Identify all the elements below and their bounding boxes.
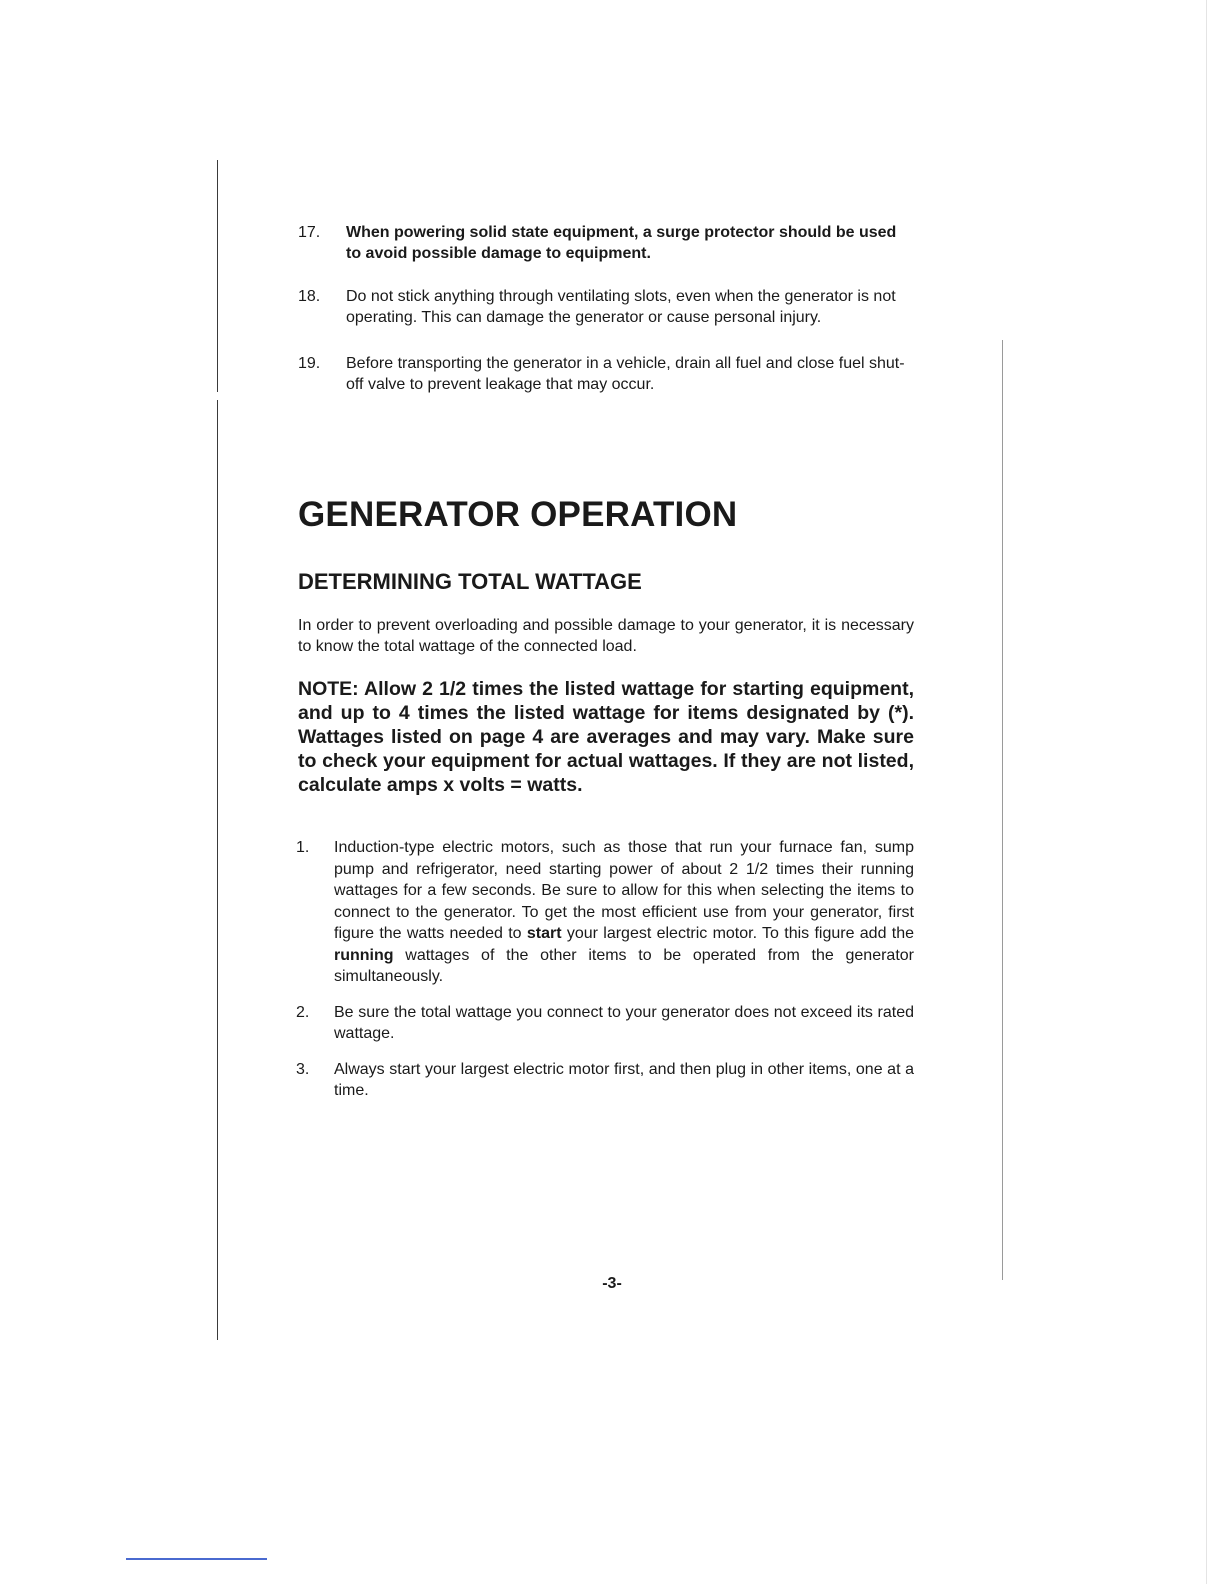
intro-paragraph: In order to prevent overloading and possible damage to your generator, it is necessary to know the total wattage of the connected load. [298,617,914,655]
binding-line-lower [217,400,218,1340]
scan-mark-bar [126,1558,267,1560]
step-number: 3. [296,1060,310,1078]
step-text: Be sure the total wattage you connect to your generator does not exceed its rated wattage. [334,1003,914,1042]
safety-item [298,222,914,264]
list-item [296,837,914,988]
note-paragraph: NOTE: Allow 2 1/2 times the listed wattage for starting equipment, and up to 4 times the listed wattage for items designated by (*). Wattages listed on page 4 are averages and may vary. Make sure to check your equipment for actual wattages. If they are not listed, calculate amps x volts = watts. [298,678,914,796]
page-content [298,222,914,1102]
safety-item [298,286,914,328]
page-edge [1206,0,1207,1584]
steps-list [296,837,914,1102]
page-number: -3- [602,1275,622,1292]
item-text: Before transporting the generator in a vehicle, drain all fuel and close fuel shut-off valve to prevent leakage that may occur. [346,355,905,393]
step-emphasis-start: start [526,925,562,942]
section-title: GENERATOR OPERATION [298,495,738,534]
binding-line-upper [217,160,218,392]
step-text-part: Induction-type electric motors, such as those that run your furnace fan, sump pump and refrigerator, need starting power of about 2 1/2 times their running wattages for a few seconds. Be sure to allow for this when selecting the items to connect to the generator. To get the most efficient use from your generator, first figure the watts needed to [334,839,914,942]
step-text [334,837,914,988]
step-number: 1. [296,839,310,856]
scan-edge-line [1002,340,1003,1280]
step-text: Always start your largest electric motor first, and then plug in other items, one at a time. [334,1060,914,1099]
item-text: When powering solid state equipment, a surge protector should be used to avoid possible damage to equipment. [346,224,897,262]
list-item [296,1002,914,1045]
item-text: Do not stick anything through ventilating slots, even when the generator is not operating. This can damage the generator or cause personal injury. [346,288,896,326]
step-emphasis-running: running [334,946,394,964]
step-number: 2. [296,1003,310,1021]
step-text-part: your largest electric motor. To this figure add the [561,925,915,942]
safety-item [298,353,914,395]
item-number: 19. [298,355,321,372]
item-number: 17. [298,224,321,241]
section-subtitle: DETERMINING TOTAL WATTAGE [298,569,642,594]
item-number: 18. [298,288,321,305]
step-text-part: wattages of the other items to be operated from the generator simultaneously. [334,946,914,985]
list-item [296,1059,914,1102]
